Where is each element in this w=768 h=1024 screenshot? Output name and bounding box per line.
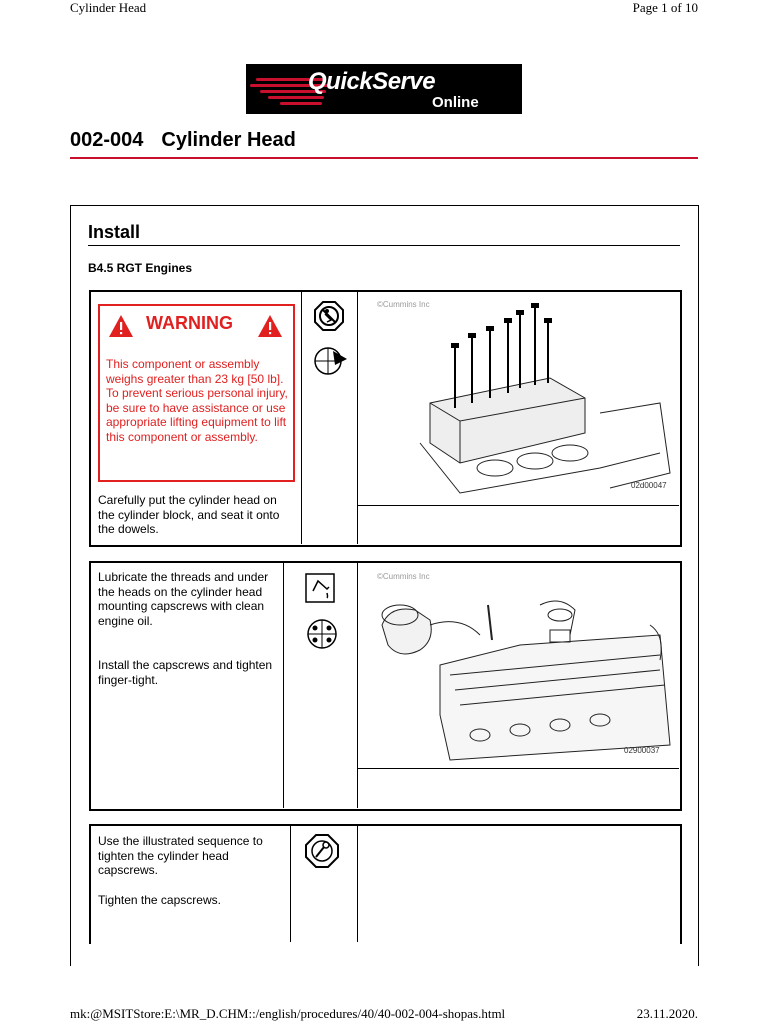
step-1-figure — [360, 293, 678, 503]
page-title — [70, 129, 296, 152]
procedure-code: 002-004 — [70, 129, 144, 151]
step-1-divider-b — [357, 292, 358, 544]
quickserve-logo — [246, 64, 522, 114]
capscrew-lubrication-illustration — [360, 565, 678, 765]
step-2-figure — [360, 565, 678, 765]
step-1-divider-a — [301, 292, 302, 544]
step-3-divider-b — [357, 826, 358, 942]
print-date: 23.11.2020. — [636, 1006, 698, 1021]
no-lifting-alone-icon — [313, 300, 345, 332]
warning-label: WARNING — [146, 313, 233, 333]
oil-can-icon — [305, 573, 335, 603]
page-number: Page 1 of 10 — [632, 0, 698, 15]
section-heading: Install — [88, 222, 141, 242]
warning-text: This component or assembly weighs greater than 23 kg [50 lb]. To prevent serious personal injury, be sure to have assistance or use appropriate lifting equipment to lift this component or assembly. — [106, 357, 288, 444]
section-divider — [88, 245, 680, 246]
socket-wrench-icon — [313, 345, 349, 377]
socket-set-icon — [304, 618, 340, 650]
torque-wrench-icon — [305, 834, 339, 868]
step-2-figure-rule — [358, 768, 679, 769]
step-2-figure-id: 02900037 — [624, 746, 660, 755]
warning-triangle-right-icon — [257, 314, 283, 338]
step-1-figure-id: 02d00047 — [631, 481, 667, 490]
logo-brand: QuickServe — [308, 68, 436, 95]
step-2-text-2: Install the capscrews and tighten finger-tight. — [98, 658, 273, 687]
engine-subheading: B4.5 RGT Engines — [88, 261, 193, 275]
step-2-text-1: Lubricate the threads and under the heads on the cylinder head mounting capscrews with clean engine oil. — [98, 570, 269, 628]
step-2-figure-credit: ©Cummins Inc — [377, 572, 430, 581]
step-2-divider-a — [283, 563, 284, 808]
logo-online: Online — [432, 94, 479, 111]
procedure-name: Cylinder Head — [161, 129, 296, 151]
step-3-text-1: Use the illustrated sequence to tighten the cylinder head capscrews. — [98, 834, 263, 877]
step-2-divider-b — [357, 563, 358, 808]
document-title: Cylinder Head — [70, 0, 147, 15]
step-3-text-2: Tighten the capscrews. — [98, 893, 221, 907]
step-1-text: Carefully put the cylinder head on the cylinder block, and seat it onto the dowels. — [98, 493, 280, 536]
cylinder-head-illustration — [360, 293, 678, 503]
step-3-divider-a — [290, 826, 291, 942]
title-divider — [70, 157, 698, 159]
step-1-figure-credit: ©Cummins Inc — [377, 300, 430, 309]
step-1-figure-rule — [358, 505, 679, 506]
warning-triangle-left-icon — [108, 314, 134, 338]
source-path: mk:@MSITStore:E:\MR_D.CHM::/english/procedures/40/40-002-004-shopas.html — [70, 1006, 506, 1021]
